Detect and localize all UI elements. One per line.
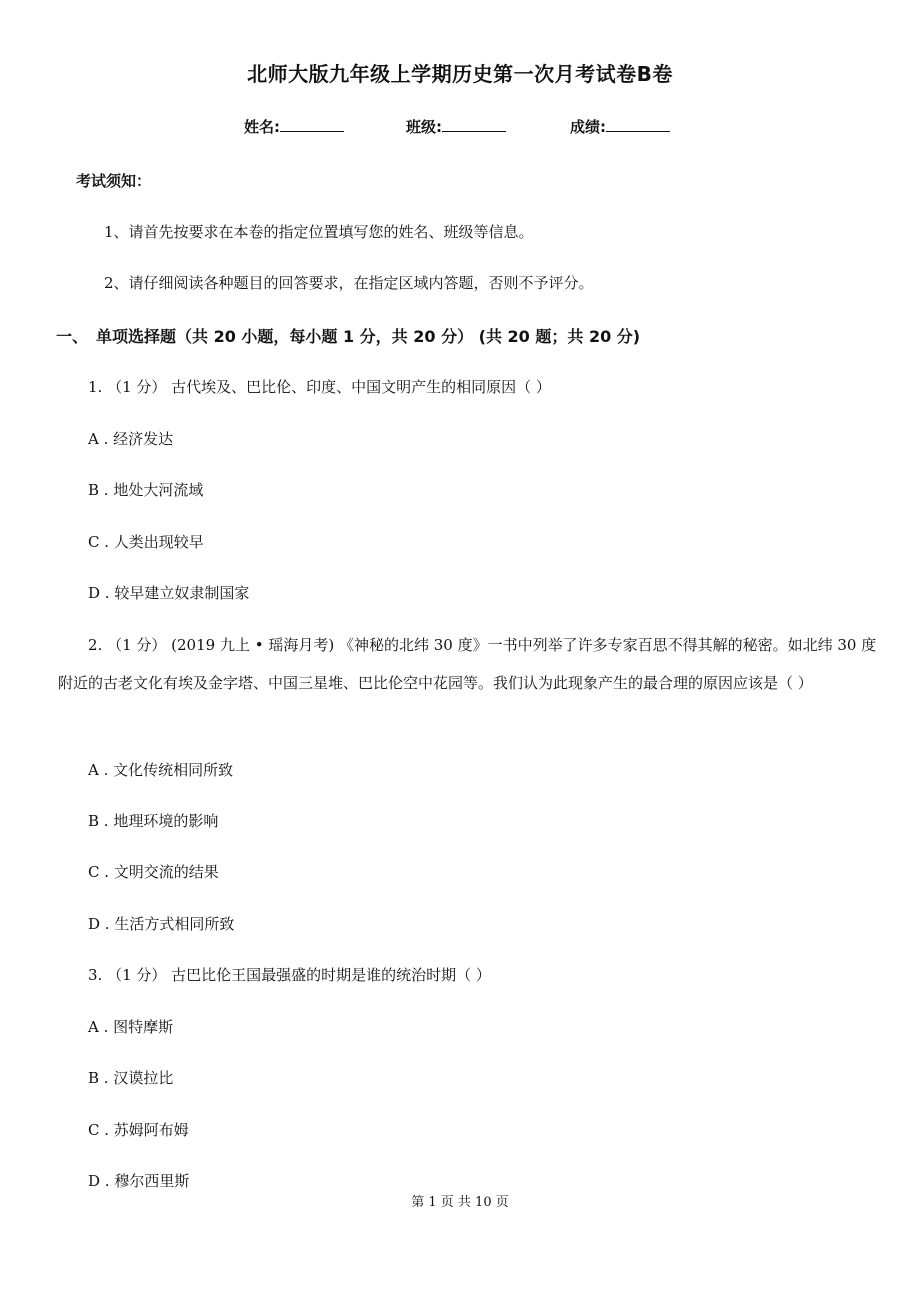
page-title: 北师大版九年级上学期历史第一次月考试卷B卷 [247,62,673,86]
section-title: 单项选择题（共 20 小题，每小题 1 分，共 20 分） (共 20 题；共 20 分) [96,327,641,346]
question-2-option-a[interactable]: A . 文化传统相同所致 [88,761,234,779]
question-1-text: 1. （1 分） 古代埃及、巴比伦、印度、中国文明产生的相同原因（ ） [88,378,551,396]
question-1-option-b[interactable]: B . 地处大河流域 [88,481,204,499]
question-1-option-d[interactable]: D . 较早建立奴隶制国家 [88,584,250,602]
question-3-option-d[interactable]: D . 穆尔西里斯 [88,1172,190,1190]
notice-item: 2、请仔细阅读各种题目的回答要求，在指定区域内答题，否则不予评分。 [104,274,594,292]
name-label: 姓名: [244,118,280,136]
score-field[interactable] [570,116,670,137]
question-2-option-b[interactable]: B . 地理环境的影响 [88,812,219,830]
score-label: 成绩: [570,118,606,136]
section-number: 一、 [56,327,89,346]
class-field[interactable] [406,116,506,137]
question-2-text: 2. （1 分） (2019 九上 • 瑶海月考) 《神秘的北纬 30 度》一书中列举了许多专家百思不得其解的秘密。如北纬 30 度附近的古老文化有埃及金字塔、中国三星堆、巴比伦空中花园等。我们认为此现象产生的最合理的原因应该是（ ） [58,636,877,692]
name-field[interactable] [244,116,344,137]
question-3-option-c[interactable]: C . 苏姆阿布姆 [88,1121,189,1139]
question-2-option-c[interactable]: C . 文明交流的结果 [88,863,219,881]
section-heading [56,324,640,347]
page-footer: 第 1 页 共 10 页 [411,1195,509,1210]
notice-item: 1、请首先按要求在本卷的指定位置填写您的姓名、班级等信息。 [104,223,534,241]
class-blank[interactable] [442,117,506,132]
class-label: 班级: [406,118,442,136]
question-2-option-d[interactable]: D . 生活方式相同所致 [88,915,235,933]
question-3-option-a[interactable]: A . 图特摩斯 [88,1018,174,1036]
question-1-option-a[interactable]: A . 经济发达 [88,430,174,448]
question-3-option-b[interactable]: B . 汉谟拉比 [88,1069,174,1087]
question-1-option-c[interactable]: C . 人类出现较早 [88,533,204,551]
question-3-text: 3. （1 分） 古巴比伦王国最强盛的时期是谁的统治时期（ ） [88,966,491,984]
score-blank[interactable] [606,117,670,132]
name-blank[interactable] [280,117,344,132]
notice-heading: 考试须知： [76,172,152,190]
